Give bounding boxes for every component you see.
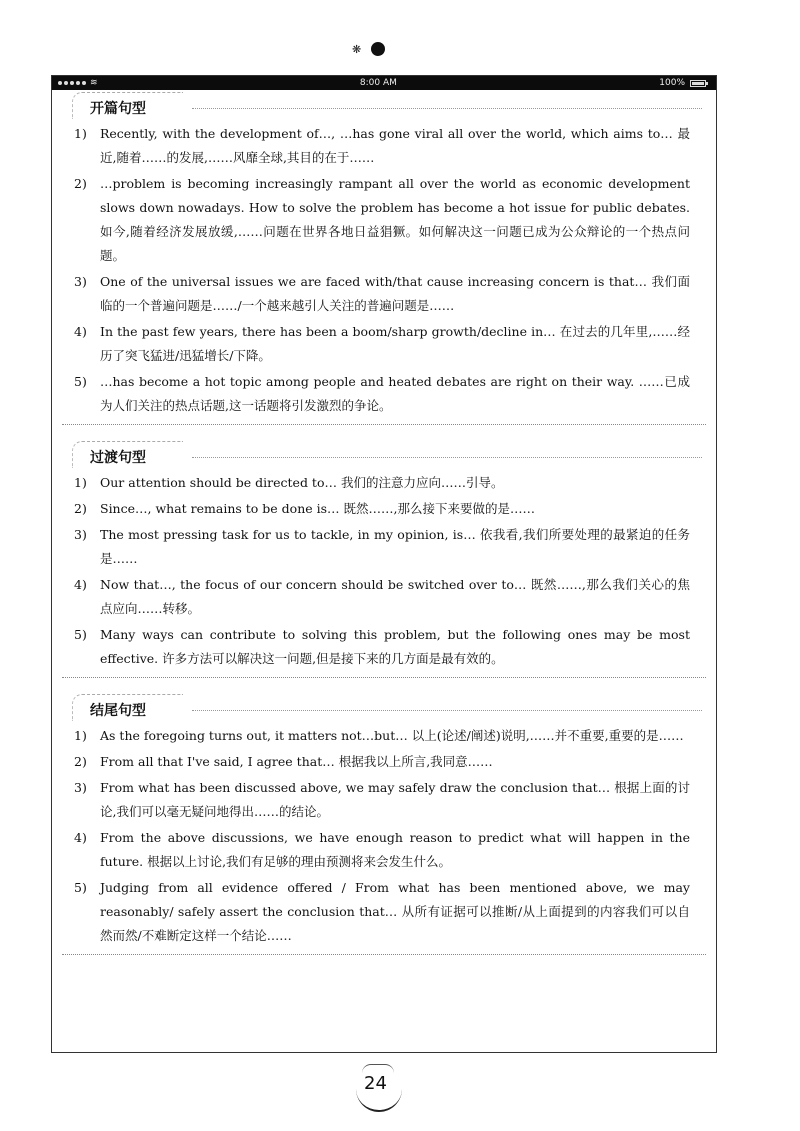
- section-divider: [62, 677, 706, 678]
- section-rule: [192, 710, 702, 711]
- section-header: [52, 90, 716, 122]
- item-text: Our attention should be directed to… 我们的注意力应向……引导。: [100, 475, 504, 490]
- item-text: From the above discussions, we have enough reason to predict what will happen in the future. 根据以上讨论,我们有足够的理由预测将来会发生什么。: [100, 830, 690, 869]
- item-number: 3): [74, 780, 87, 795]
- wifi-icon: ≋: [90, 78, 98, 88]
- item-number: 5): [74, 627, 87, 642]
- item-number: 3): [74, 274, 87, 289]
- sentence-list: [52, 724, 716, 948]
- page-number: 24: [364, 1073, 387, 1094]
- item-number: 2): [74, 754, 87, 769]
- item-number: 2): [74, 176, 87, 191]
- item-text: Many ways can contribute to solving this problem, but the following ones may be most effective. 许多方法可以解决这一问题,但是接下来的几方面是最有效的。: [100, 627, 690, 666]
- item-text: From all that I've said, I agree that… 根据我以上所言,我同意……: [100, 754, 493, 769]
- status-left: [58, 78, 98, 88]
- list-item: [74, 724, 690, 748]
- section-divider: [62, 954, 706, 955]
- item-text: As the foregoing turns out, it matters not…but… 以上(论述/阐述)说明,……并不重要,重要的是……: [100, 728, 684, 743]
- item-number: 1): [74, 475, 87, 490]
- section-title: 开篇句型: [82, 98, 154, 118]
- section-title: 过渡句型: [82, 447, 154, 467]
- list-item: [74, 523, 690, 571]
- sentence-list: [52, 122, 716, 418]
- asterisk-icon: ❋: [352, 42, 362, 56]
- status-right: [659, 78, 706, 88]
- section-transition: [52, 439, 716, 678]
- battery-icon: [690, 80, 706, 87]
- item-text: One of the universal issues we are faced with/that cause increasing concern is that… 我们面临的一个普遍问题是……/一个越来越引人关注的普遍问题是……: [100, 274, 690, 313]
- item-text: …problem is becoming increasingly rampant all over the world as economic development slows down nowadays. How to solve the problem has become a hot issue for public debates. 如今,随着经济发展放缓,……问题在世界各地日益猖獗。如何解决这一问题已成为公众辩论的一个热点问题。: [100, 176, 690, 263]
- item-number: 5): [74, 374, 87, 389]
- list-item: [74, 122, 690, 170]
- list-item: [74, 826, 690, 874]
- list-item: [74, 320, 690, 368]
- item-number: 2): [74, 501, 87, 516]
- section-rule: [192, 108, 702, 109]
- list-item: [74, 370, 690, 418]
- section-divider: [62, 424, 706, 425]
- list-item: [74, 623, 690, 671]
- item-text: Judging from all evidence offered / From what has been mentioned above, we may reasonably/ safely assert the conclusion that… 从所有证据可以推断/从上面提到的内容我们可以自然而然/不难断定这样一个结论……: [100, 880, 690, 943]
- item-text: Now that…, the focus of our concern should be switched over to… 既然……,那么我们关心的焦点应向……转移。: [100, 577, 690, 616]
- list-item: [74, 750, 690, 774]
- list-item: [74, 497, 690, 521]
- item-number: 1): [74, 728, 87, 743]
- item-text: Since…, what remains to be done is… 既然……,那么接下来要做的是……: [100, 501, 535, 516]
- item-text: …has become a hot topic among people and heated debates are right on their way. ……已成为人们关注的热点话题,这一话题将引发激烈的争论。: [100, 374, 690, 413]
- list-item: [74, 776, 690, 824]
- item-number: 5): [74, 880, 87, 895]
- list-item: [74, 270, 690, 318]
- section-rule: [192, 457, 702, 458]
- section-header: [52, 439, 716, 471]
- section-closing: [52, 692, 716, 955]
- item-text: Recently, with the development of…, …has gone viral all over the world, which aims to… 最近,随着……的发展,……风靡全球,其目的在于……: [100, 126, 690, 165]
- top-ornament: [352, 42, 385, 56]
- item-text: From what has been discussed above, we may safely draw the conclusion that… 根据上面的讨论,我们可以毫无疑问地得出……的结论。: [100, 780, 690, 819]
- sentence-list: [52, 471, 716, 671]
- item-text: In the past few years, there has been a boom/sharp growth/decline in… 在过去的几年里,……经历了突飞猛进/迅猛增长/下降。: [100, 324, 690, 363]
- section-title: 结尾句型: [82, 700, 154, 720]
- item-text: The most pressing task for us to tackle, in my opinion, is… 依我看,我们所要处理的最紧迫的任务是……: [100, 527, 690, 566]
- section-opening: [52, 90, 716, 425]
- item-number: 3): [74, 527, 87, 542]
- list-item: [74, 876, 690, 948]
- status-bar: [52, 76, 716, 90]
- item-number: 4): [74, 830, 87, 845]
- list-item: [74, 471, 690, 495]
- signal-icon: [58, 81, 86, 85]
- phone-frame: [51, 75, 717, 1053]
- item-number: 4): [74, 324, 87, 339]
- status-time: 8:00 AM: [359, 78, 397, 88]
- item-number: 1): [74, 126, 87, 141]
- item-number: 4): [74, 577, 87, 592]
- battery-percent: 100%: [659, 78, 685, 88]
- section-header: [52, 692, 716, 724]
- list-item: [74, 172, 690, 268]
- dot-icon: [371, 42, 385, 56]
- list-item: [74, 573, 690, 621]
